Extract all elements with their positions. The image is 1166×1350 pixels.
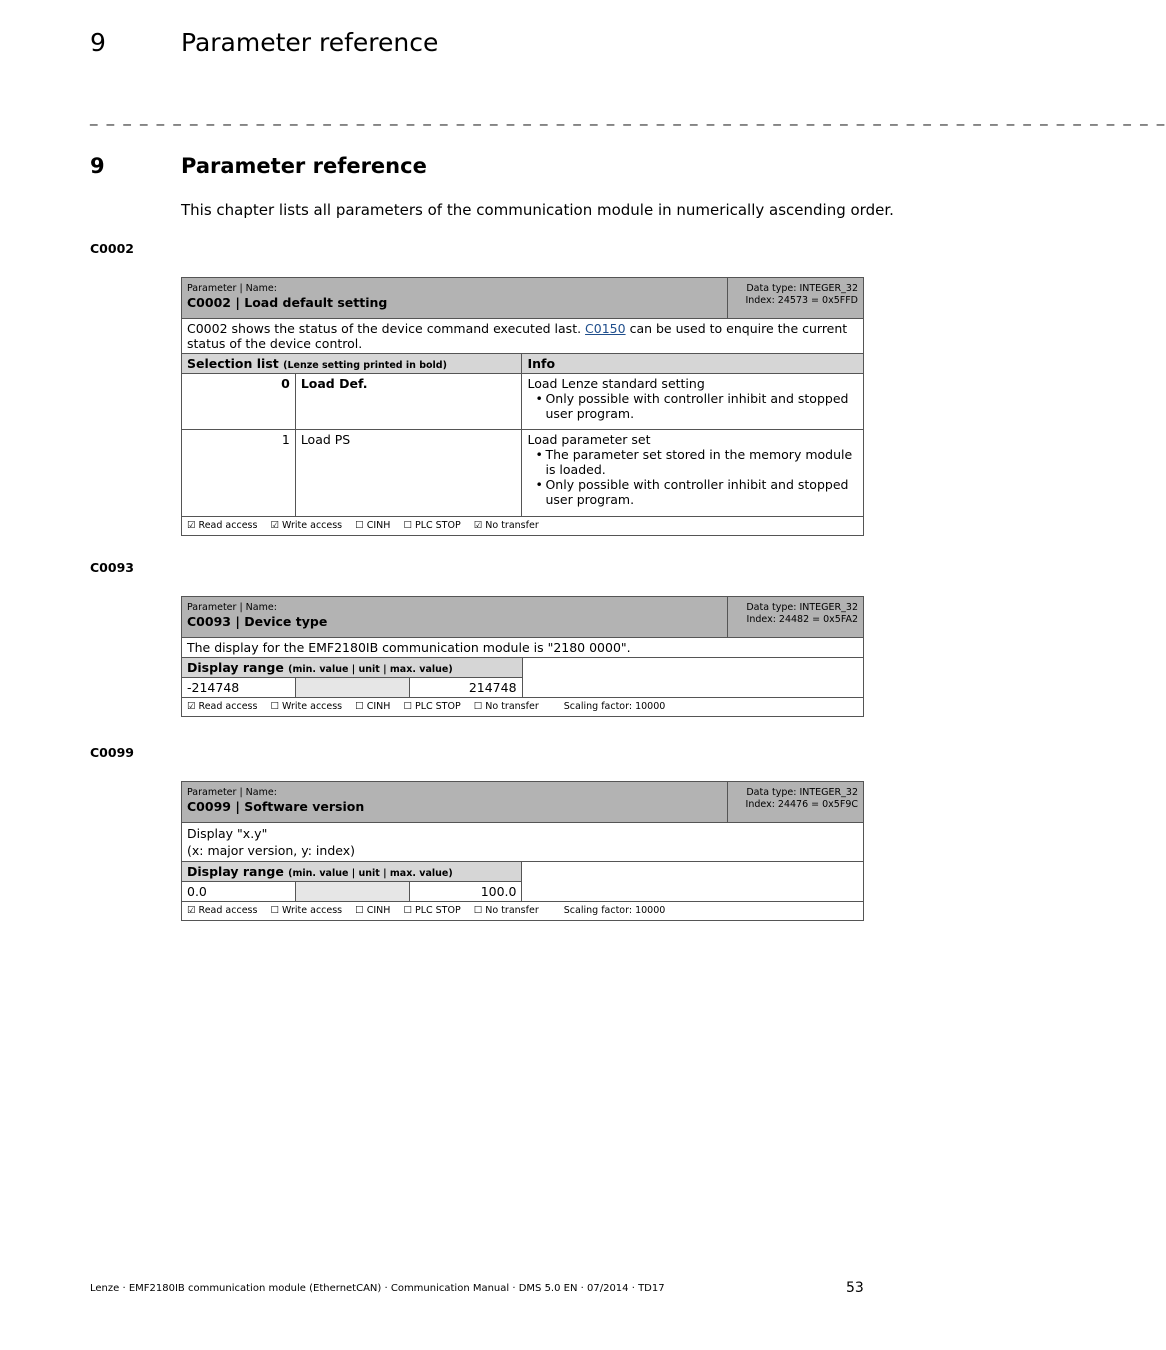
selection-list-note: (Lenze setting printed in bold) [283, 360, 447, 371]
param-name-caption: Parameter | Name: [187, 787, 277, 798]
range-min: -214748 [182, 678, 296, 698]
read-access-flag: ☑ Read access [187, 520, 258, 531]
range-unit [295, 678, 409, 698]
plc-stop-flag: ☐ PLC STOP [403, 520, 461, 531]
c0002-name-cell [182, 278, 728, 319]
selection-info-text: Load Lenze standard setting [527, 376, 705, 391]
selection-info-text: Load parameter set [527, 432, 651, 447]
range-blank [522, 862, 864, 902]
scaling-factor: Scaling factor: 10000 [563, 701, 666, 712]
write-access-flag: ☐ Write access [270, 701, 343, 712]
range-max: 214748 [409, 678, 522, 698]
c0002-access-footer [182, 517, 864, 536]
c0099-description [182, 823, 864, 862]
section-intro: This chapter lists all parameters of the communication module in numerically ascending order. [181, 201, 894, 219]
c0099-access-footer [182, 902, 864, 921]
c0099-desc-line1: Display "x.y" [187, 826, 268, 841]
c0002-table [181, 277, 864, 536]
display-range-note: (min. value | unit | max. value) [288, 664, 453, 675]
c0002-datatype: Data type: INTEGER_32 [746, 283, 858, 294]
running-header-chapter-number: 9 [90, 28, 106, 57]
info-bullet: • The parameter set stored in the memory module is loaded. [535, 447, 858, 477]
read-access-flag: ☑ Read access [187, 701, 258, 712]
no-transfer-flag: ☐ No transfer [473, 905, 539, 916]
plc-stop-flag: ☐ PLC STOP [403, 905, 461, 916]
page-footer: Lenze · EMF2180IB communication module (EthernetCAN) · Communication Manual · DMS 5.0 EN · 07/2014 · TD17 [90, 1283, 665, 1294]
info-bullet: • Only possible with controller inhibit and stopped user program. [535, 477, 858, 507]
scaling-factor: Scaling factor: 10000 [563, 905, 666, 916]
display-range-head [182, 658, 523, 678]
selection-row [182, 374, 864, 430]
c0093-index: Index: 24482 = 0x5FA2 [746, 614, 858, 625]
display-range-head [182, 862, 522, 882]
write-access-flag: ☐ Write access [270, 905, 343, 916]
c0099-index: Index: 24476 = 0x5F9C [745, 799, 858, 810]
no-transfer-flag: ☑ No transfer [473, 520, 539, 531]
selection-info [522, 374, 864, 430]
c0093-datatype-cell [728, 597, 864, 638]
selection-list-head [182, 354, 522, 374]
running-header-title: Parameter reference [181, 28, 439, 57]
range-unit [295, 882, 409, 902]
param-name-caption: Parameter | Name: [187, 283, 277, 294]
plc-stop-flag: ☐ PLC STOP [403, 701, 461, 712]
c0002-label: C0002 [90, 241, 134, 256]
c0099-name-cell [182, 782, 728, 823]
range-blank [522, 658, 863, 698]
c0002-index: Index: 24573 = 0x5FFD [745, 295, 858, 306]
c0099-name: C0099 | Software version [187, 799, 365, 814]
cinh-flag: ☐ CINH [355, 701, 391, 712]
write-access-flag: ☑ Write access [270, 520, 343, 531]
c0099-label: C0099 [90, 745, 134, 760]
page-number: 53 [846, 1280, 864, 1296]
selection-row [182, 430, 864, 517]
selection-list-label: Selection list [187, 356, 279, 371]
c0002-description [182, 319, 864, 354]
info-head: Info [522, 354, 864, 374]
range-min: 0.0 [182, 882, 296, 902]
read-access-flag: ☑ Read access [187, 905, 258, 916]
display-range-label: Display range [187, 660, 284, 675]
section-number: 9 [90, 154, 105, 178]
c0099-datatype-cell [728, 782, 864, 823]
display-range-note: (min. value | unit | max. value) [288, 868, 453, 879]
c0093-table [181, 596, 864, 717]
c0002-desc-text-2: can be used to enquire the current status of the device control. [187, 321, 848, 351]
c0093-name-cell [182, 597, 728, 638]
c0093-access-footer [182, 698, 864, 717]
display-range-label: Display range [187, 864, 284, 879]
no-transfer-flag: ☐ No transfer [473, 701, 539, 712]
c0093-datatype: Data type: INTEGER_32 [746, 602, 858, 613]
info-bullet: • Only possible with controller inhibit and stopped user program. [535, 391, 858, 421]
selection-value: 0 [182, 374, 296, 430]
c0002-name: C0002 | Load default setting [187, 295, 388, 310]
c0002-desc-text: C0002 shows the status of the device command executed last. [187, 321, 586, 336]
cinh-flag: ☐ CINH [355, 520, 391, 531]
c0002-datatype-cell [728, 278, 864, 319]
section-title: Parameter reference [181, 154, 427, 178]
param-name-caption: Parameter | Name: [187, 602, 277, 613]
selection-name: Load Def. [295, 374, 522, 430]
range-max: 100.0 [409, 882, 522, 902]
cinh-flag: ☐ CINH [355, 905, 391, 916]
selection-info [522, 430, 864, 517]
c0150-link[interactable]: C0150 [585, 321, 626, 336]
header-separator: _ _ _ _ _ _ _ _ _ _ _ _ _ _ _ _ _ _ _ _ _ _ _ _ _ _ _ _ _ _ _ _ _ _ _ _ _ _ _ _ _ _ _ _ _ _ _ _ _ _ _ _ _ _ _ _ _ _ _ _ _ _ _ _ _ [90, 108, 1166, 126]
selection-value: 1 [182, 430, 296, 517]
c0093-label: C0093 [90, 560, 134, 575]
c0099-table [181, 781, 864, 921]
c0099-desc-line2: (x: major version, y: index) [187, 843, 356, 858]
c0093-name: C0093 | Device type [187, 614, 328, 629]
selection-name: Load PS [295, 430, 522, 517]
c0099-datatype: Data type: INTEGER_32 [746, 787, 858, 798]
c0093-description: The display for the EMF2180IB communication module is "2180 0000". [182, 638, 864, 658]
